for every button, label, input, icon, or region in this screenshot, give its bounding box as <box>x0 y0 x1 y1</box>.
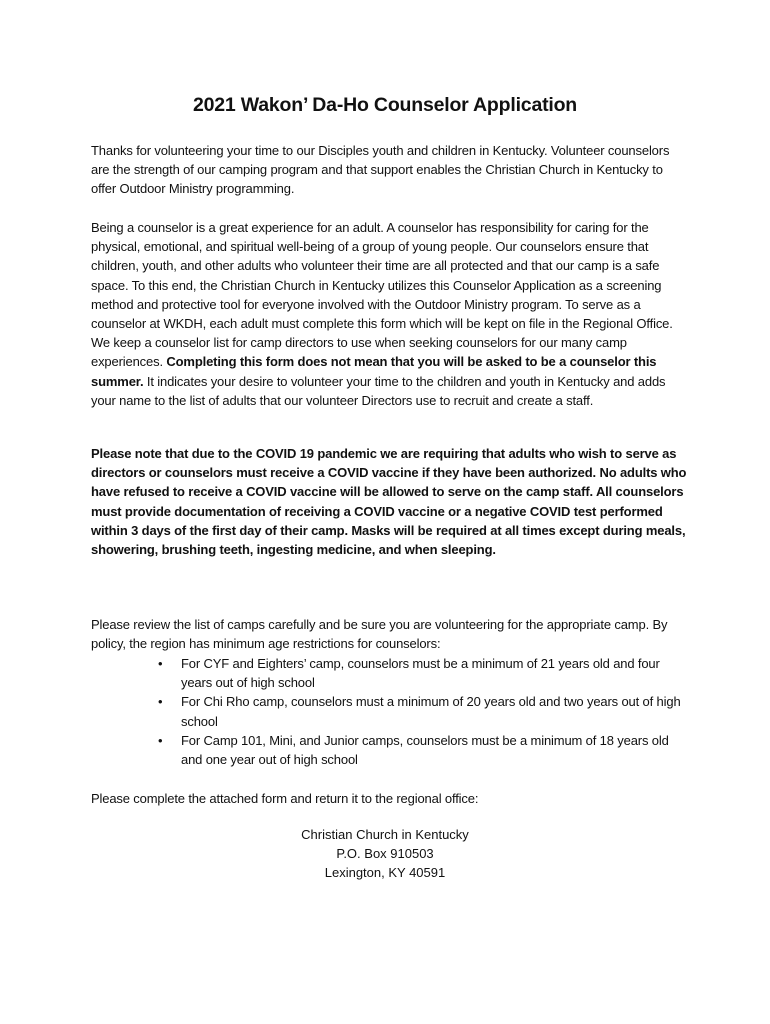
responsibility-bold-text: Completing this form does not mean that you will be asked to be a counselor this summer. <box>91 354 657 389</box>
bullet-icon: • <box>158 732 163 748</box>
responsibility-text-continued: It indicates your desire to volunteer your time to the children and youth in Kentucky and adds your name to the list of adults that our volunteer Directors use to recruit and create a staff. <box>91 373 666 408</box>
age-requirements-list <box>91 654 691 769</box>
list-item-text: For Camp 101, Mini, and Junior camps, counselors must be a minimum of 18 years old and one year out of high school <box>181 732 669 768</box>
address-line-city: Lexington, KY 40591 <box>324 865 446 881</box>
list-item <box>91 692 691 730</box>
responsibility-paragraph <box>91 218 691 410</box>
return-instruction: Please complete the attached form and return it to the regional office: <box>91 791 479 806</box>
address-line-po-box: P.O. Box 910503 <box>336 846 434 862</box>
bullet-icon: • <box>158 656 163 671</box>
list-item <box>91 731 691 769</box>
bullet-icon: • <box>158 694 163 710</box>
page-title: 2021 Wakon’ Da-Ho Counselor Application <box>192 94 578 116</box>
mailing-address <box>0 825 770 883</box>
responsibility-text: Being a counselor is a great experience for an adult. A counselor has responsibility for caring for the physical, emotional, and spiritual well-being of a group of young people. Our counselors ensure that children, youth, and other adults who volunteer their time are all protected and that our camp is a safe space. To this end, the Christian Church in Kentucky utilizes this Counselor Application as a screening method and protective tool for everyone involved with the Outdoor Ministry program. To serve as a counselor at WKDH, each adult must complete this form which will be kept on file in the Regional Office. We keep a counselor list for camp directors to use when seeking counselors for our many camp experiences. <box>91 220 673 370</box>
list-item <box>91 654 691 692</box>
covid-notice-paragraph: Please note that due to the COVID 19 pandemic we are requiring that adults who wish to serve as directors or counselors must receive a COVID vaccine if they have been authorized. No adults who have refused to receive a COVID vaccine will be allowed to serve on the camp staff. All counselors must provide documentation of receiving a COVID vaccine or a negative COVID test performed within 3 days of the first day of their camp. Masks will be required at all times except during meals, showering, brushing teeth, ingesting medicine, and when sleeping. <box>91 446 687 558</box>
address-line-organization: Christian Church in Kentucky <box>301 827 469 842</box>
list-item-text: For Chi Rho camp, counselors must a minimum of 20 years old and two years out of high school <box>181 694 681 729</box>
intro-paragraph: Thanks for volunteering your time to our Disciples youth and children in Kentucky. Volunteer counselors are the strength of our camping program and that support enables the Christian Church in Kentucky to offer Outdoor Ministry programming. <box>91 143 670 197</box>
review-intro-paragraph: Please review the list of camps carefully and be sure you are volunteering for the appropriate camp. By policy, the region has minimum age restrictions for counselors: <box>91 617 668 652</box>
list-item-text: For CYF and Eighters’ camp, counselors must be a minimum of 21 years old and four years out of high school <box>181 656 660 691</box>
